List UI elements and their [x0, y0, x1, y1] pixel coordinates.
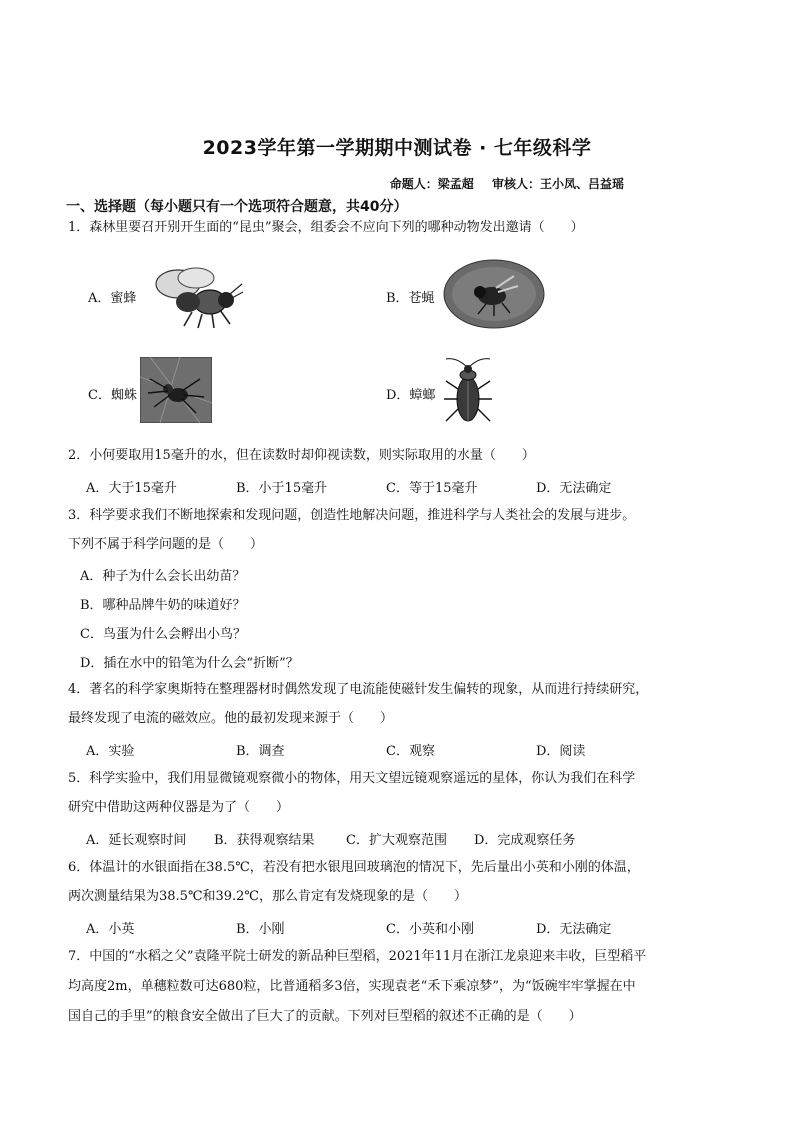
q3-option-b: B．哪种品牌牛奶的味道好？ — [80, 598, 246, 613]
housefly-image — [442, 258, 546, 330]
spider-image — [140, 357, 212, 423]
setter-label: 命题人：梁孟超 — [389, 177, 474, 191]
q1-option-a: A．蜜蜂 — [88, 291, 137, 306]
q2-option-d: D．无法确定 — [536, 481, 612, 496]
question-7-stem-line3: 国自己的手里”的粮食安全做出了巨大了的贡献。下列对巨型稻的叙述不正确的是（ ） — [68, 1009, 582, 1024]
q6-option-a: A．小英 — [86, 922, 135, 937]
q2-option-c: C．等于15毫升 — [386, 481, 478, 496]
question-6-stem-line1: 6．体温计的水银面指在38.5℃，若没有把水银甩回玻璃泡的情况下，先后量出小英和小刚的体温， — [68, 860, 640, 875]
q5-option-c: C．扩大观察范围 — [346, 833, 447, 848]
q3-option-d: D．插在水中的铅笔为什么会“折断”？ — [80, 656, 299, 671]
bee-image — [148, 258, 244, 330]
q6-option-d: D．无法确定 — [536, 922, 612, 937]
q4-option-a: A．实验 — [86, 744, 135, 759]
q4-option-b: B．调查 — [236, 744, 285, 759]
q1-option-c: C．蜘蛛 — [88, 388, 137, 403]
question-7-stem-line2: 均高度2m，单穗粒数可达680粒，比普通稻多3倍，实现袁老“禾下乘凉梦”，为“饭碗牢牢掌握在中 — [68, 979, 636, 994]
question-5-stem-line1: 5．科学实验中，我们用显微镜观察微小的物体，用天文望远镜观察遥远的星体，你认为我们在科学 — [68, 771, 636, 786]
question-4-stem-line2: 最终发现了电流的磁效应。他的最初发现来源于（ ） — [68, 711, 394, 726]
question-1-stem: 1．森林里要召开别开生面的“昆虫”聚会，组委会不应向下列的哪种动物发出邀请（ ） — [68, 220, 584, 235]
question-3-stem-line1: 3．科学要求我们不断地探索和发现问题，创造性地解决问题，推进科学与人类社会的发展与进步。 — [68, 508, 636, 523]
q6-option-b: B．小刚 — [236, 922, 285, 937]
q1-option-d: D．蟑螂 — [386, 388, 436, 403]
q1-option-b: B．苍蝇 — [386, 291, 435, 306]
question-5-stem-line2: 研究中借助这两种仪器是为了（ ） — [68, 800, 290, 815]
q3-option-c: C．鸟蛋为什么会孵出小鸟？ — [80, 627, 246, 642]
q4-option-d: D．阅读 — [536, 744, 586, 759]
q2-option-a: A．大于15毫升 — [86, 481, 177, 496]
q4-option-c: C．观察 — [386, 744, 435, 759]
q2-option-b: B．小于15毫升 — [236, 481, 328, 496]
q5-option-b: B．获得观察结果 — [214, 833, 315, 848]
reviewer-label: 审核人：王小凤、吕益瑶 — [491, 177, 624, 191]
question-2-stem: 2．小何要取用15毫升的水，但在读数时却仰视读数，则实际取用的水量（ ） — [68, 448, 535, 463]
section-heading: 一、选择题（每小题只有一个选项符合题意，共40分） — [66, 199, 408, 215]
q3-option-a: A．种子为什么会长出幼苗？ — [80, 569, 246, 584]
question-7-stem-line1: 7．中国的“水稻之父”袁隆平院士研发的新品种巨型稻，2021年11月在浙江龙泉迎来丰收，巨型稻平 — [68, 949, 647, 964]
q6-option-c: C．小英和小刚 — [386, 922, 474, 937]
question-6-stem-line2: 两次测量结果为38.5℃和39.2℃，那么肯定有发烧现象的是（ ） — [68, 889, 467, 904]
q5-option-d: D．完成观察任务 — [474, 833, 576, 848]
cockroach-image — [440, 355, 496, 431]
page-title: 2023学年第一学期期中测试卷 · 七年级科学 — [202, 137, 592, 159]
q5-option-a: A．延长观察时间 — [86, 833, 187, 848]
question-4-stem-line1: 4．著名的科学家奥斯特在整理器材时偶然发现了电流能使磁针发生偏转的现象，从而进行持续研究， — [68, 682, 649, 697]
question-3-stem-line2: 下列不属于科学问题的是（ ） — [68, 537, 264, 552]
authors-line — [376, 175, 624, 192]
